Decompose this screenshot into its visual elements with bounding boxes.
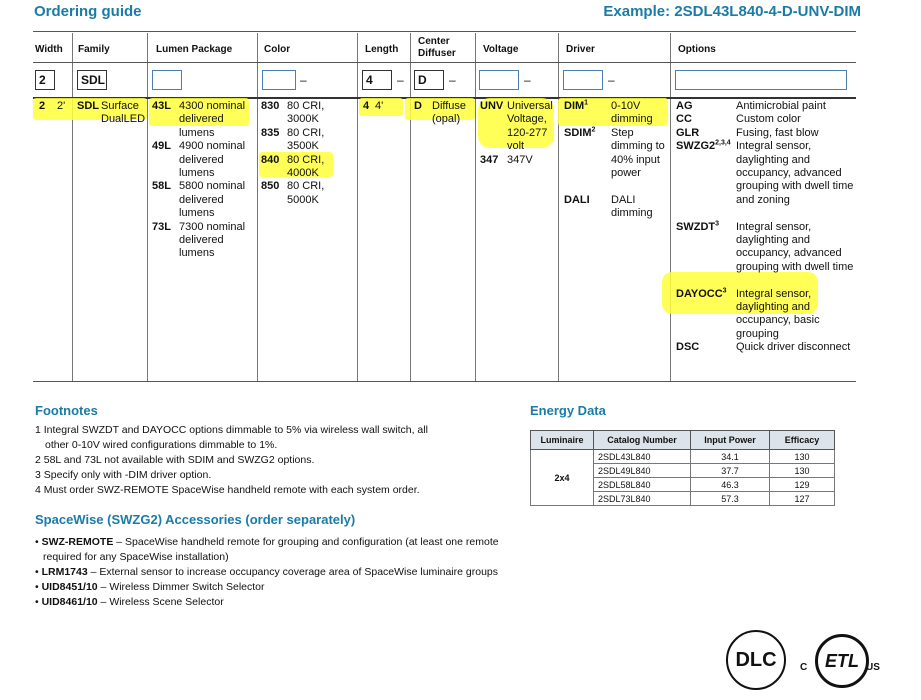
color-desc: 80 CRI, 5000K (287, 180, 325, 206)
length-box[interactable]: 4 (362, 70, 392, 90)
col-length: Length (365, 44, 399, 55)
accessory-item: • LRM1743 – External sensor to increase occupancy coverage area of SpaceWise luminaire groups (35, 566, 499, 578)
header-rule (33, 62, 856, 63)
driver-code: DALI (564, 193, 590, 206)
lumen-box[interactable] (152, 70, 182, 90)
color-code: 840 (261, 153, 280, 166)
option-code: GLR (676, 126, 700, 139)
lumen-code: 58L (152, 180, 171, 193)
option-desc: Integral sensor, daylighting and occupancy, advanced grouping with dwell time and zoning (736, 140, 854, 206)
bottom-rule (33, 381, 856, 382)
footnotes-title: Footnotes (35, 403, 98, 418)
option-code: AG (676, 100, 693, 112)
col-color: Color (264, 44, 291, 55)
example-code: Example: 2SDL43L840-4-D-UNV-DIM (603, 3, 861, 20)
driver-code: SDIM$^2$ (564, 126, 596, 139)
color-desc: 80 CRI, 3500K (287, 126, 325, 153)
lumen-desc: 4900 nominal delivered lumens (179, 140, 246, 179)
voltage-desc: 347V (507, 153, 533, 166)
options-box[interactable] (675, 70, 847, 90)
voltage-code: 347 (480, 153, 499, 166)
col-voltage: Voltage (483, 44, 519, 55)
option-code: DAYOCC$^3$ (676, 286, 727, 300)
width-desc: 2' (57, 100, 66, 112)
option-code: SWZG2$^{2,3,4}$ (676, 139, 731, 153)
driver-desc: DALI dimming (611, 193, 653, 220)
length-code: 4 (363, 100, 370, 112)
top-rule (33, 31, 856, 32)
diffuser-desc: Diffuse (opal) (432, 100, 467, 126)
accessory-item: • UID8461/10 – Wireless Scene Selector (35, 596, 224, 608)
accessories-title: SpaceWise (SWZG2) Accessories (order separately) (35, 512, 356, 527)
col-width: Width (35, 44, 63, 55)
option-desc: Integral sensor, daylighting and occupancy, basic grouping (736, 287, 820, 340)
footnote: 3 Specify only with -DIM driver option. (35, 469, 212, 481)
width-code: 2 (39, 100, 46, 112)
color-desc: 80 CRI, 3000K (287, 100, 325, 126)
option-code: SWZDT$^3$ (676, 219, 720, 233)
col-lumen: Lumen Package (156, 44, 233, 55)
option-desc: Integral sensor, daylighting and occupancy, advanced grouping with dwell time (736, 220, 854, 273)
voltage-desc: Universal Voltage, 120-277 volt (507, 100, 553, 153)
lumen-code: 73L (152, 220, 171, 233)
driver-desc: Step dimming to 40% input power (611, 126, 665, 180)
col-family: Family (78, 44, 110, 55)
voltage-code: UNV (480, 100, 504, 112)
option-code: CC (676, 113, 692, 126)
voltage-box[interactable] (479, 70, 519, 90)
page-title: Ordering guide (34, 3, 142, 20)
etl-logo: ETL (815, 634, 869, 688)
lumen-desc: 5800 nominal delivered lumens (179, 180, 246, 220)
footnote: 1 Integral SWZDT and DAYOCC options dimmable to 5% via wireless wall switch, all other 0-10V wired configurations dimmable to 1%. (35, 424, 428, 451)
lumen-desc: 4300 nominal delivered lumens (179, 100, 246, 139)
option-desc: Fusing, fast blow (736, 126, 819, 139)
footnote: 2 58L and 73L not available with SDIM and SWZG2 options. (35, 454, 315, 466)
accessory-item: • SWZ-REMOTE – SpaceWise handheld remote for grouping and configuration (at least one remote required for any SpaceWise installation) (35, 536, 499, 563)
diffuser-code: D (414, 100, 422, 112)
energy-title: Energy Data (530, 403, 606, 418)
footnote: 4 Must order SWZ-REMOTE SpaceWise handheld remote with each system order. (35, 484, 420, 496)
option-desc: Antimicrobial paint (736, 100, 826, 112)
color-code: 835 (261, 126, 280, 139)
driver-code: DIM$^1$ (564, 99, 589, 112)
dlc-logo: DLC (726, 630, 786, 690)
col-driver: Driver (566, 44, 595, 55)
driver-box[interactable] (563, 70, 603, 90)
width-box[interactable]: 2 (35, 70, 55, 90)
lumen-code: 43L (152, 100, 171, 112)
color-desc: 80 CRI, 4000K (287, 153, 325, 179)
lumen-desc: 7300 nominal delivered lumens (179, 220, 246, 260)
color-code: 850 (261, 180, 280, 193)
option-desc: Quick driver disconnect (736, 341, 851, 354)
family-desc: Surface DualLED (101, 100, 146, 126)
energy-table: Luminaire Catalog Number Input Power Efficacy 2x4 2SDL43L840 34.1 130 2SDL49L840 37.7 130 2SDL58L840 46.3 129 2SDL73L840 57.3 127 (530, 430, 835, 506)
option-code: DSC (676, 341, 700, 354)
family-code: SDL (77, 100, 99, 112)
lumen-code: 49L (152, 140, 171, 153)
color-code: 830 (261, 100, 280, 112)
option-desc: Custom color (736, 113, 801, 126)
accessory-item: • UID8451/10 – Wireless Dimmer Switch Selector (35, 581, 265, 593)
diffuser-box[interactable]: D (414, 70, 444, 90)
col-options: Options (678, 44, 716, 55)
length-desc: 4' (375, 100, 384, 112)
family-box[interactable]: SDL (77, 70, 107, 90)
color-box[interactable] (262, 70, 296, 90)
driver-desc: 0-10V dimming (611, 100, 653, 126)
col-diffuser: Center Diffuser (418, 36, 456, 59)
